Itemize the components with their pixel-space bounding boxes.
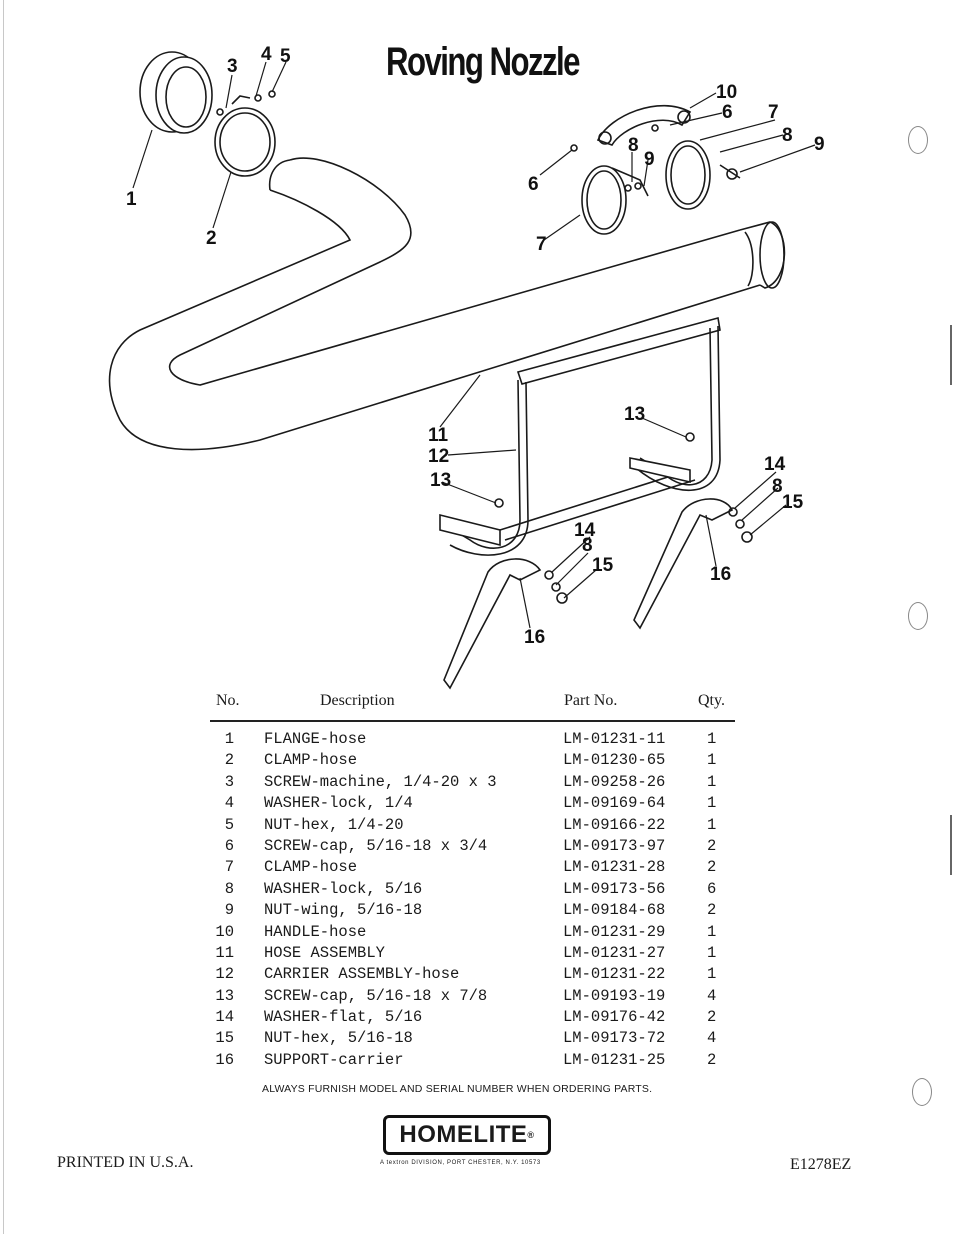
callout-9b: 9 (644, 149, 655, 170)
header-part-no: Part No. (564, 692, 618, 709)
row-part-no: LM-01231-29 (563, 922, 666, 941)
row-qty: 1 (707, 794, 717, 813)
callout-11: 11 (428, 425, 449, 446)
row-no: 8 (224, 879, 234, 898)
binder-hole-top (908, 126, 928, 154)
logo-subline: A textron DIVISION, PORT CHESTER, N.Y. 10573 (380, 1160, 541, 1166)
row-description: CARRIER ASSEMBLY-hose (264, 965, 460, 984)
row-qty: 1 (707, 751, 717, 770)
row-part-no: LM-09166-22 (563, 815, 666, 834)
table-row (210, 1051, 740, 1072)
callout-6a: 6 (722, 102, 733, 123)
row-part-no: LM-01231-25 (563, 1050, 666, 1069)
row-no: 15 (215, 1029, 234, 1048)
row-qty: 1 (707, 815, 717, 834)
row-no: 11 (215, 943, 234, 962)
callout-16a: 16 (524, 627, 546, 648)
row-description: SCREW-cap, 5/16-18 x 3/4 (264, 836, 488, 855)
row-description: HANDLE-hose (264, 922, 367, 941)
row-no: 10 (215, 922, 234, 941)
ordering-note: ALWAYS FURNISH MODEL AND SERIAL NUMBER WHEN ORDERING PARTS. (262, 1083, 653, 1095)
clamp-hose-pair-drawing (582, 141, 740, 234)
row-qty: 2 (707, 901, 717, 920)
callout-2: 2 (206, 228, 217, 249)
page-title: Roving Nozzle (386, 40, 579, 84)
row-qty: 2 (707, 1050, 717, 1069)
binder-mark-lower (950, 815, 952, 875)
row-description: CLAMP-hose (264, 751, 358, 770)
row-no: 7 (224, 858, 234, 877)
handle-hose-drawing (598, 106, 690, 145)
row-description: FLANGE-hose (264, 730, 367, 748)
row-qty: 1 (707, 943, 717, 962)
row-part-no: LM-09176-42 (563, 1008, 666, 1027)
clamp-hose-drawing (215, 91, 275, 176)
printed-in-usa: PRINTED IN U.S.A. (57, 1154, 194, 1171)
row-no: 6 (224, 836, 234, 855)
table-row (210, 773, 740, 794)
row-qty: 1 (707, 772, 717, 791)
callout-6b: 6 (528, 174, 539, 195)
hose-assembly-drawing (110, 158, 785, 449)
row-description: HOSE ASSEMBLY (264, 943, 385, 962)
table-row (210, 730, 740, 751)
table-row (210, 880, 740, 901)
homelite-logo (383, 1115, 551, 1155)
row-part-no: LM-01231-28 (563, 858, 666, 877)
row-part-no: LM-01231-22 (563, 965, 666, 984)
table-row (210, 837, 740, 858)
callout-13a: 13 (430, 470, 452, 491)
header-rule (210, 720, 735, 722)
callout-9a: 9 (814, 134, 825, 155)
row-no: 2 (224, 751, 234, 770)
row-qty: 2 (707, 858, 717, 877)
row-part-no: LM-09169-64 (563, 794, 666, 813)
header-description: Description (320, 692, 395, 709)
callout-3: 3 (227, 56, 238, 77)
callout-1: 1 (126, 189, 137, 210)
callout-8b: 8 (628, 135, 639, 156)
row-qty: 6 (707, 879, 717, 898)
table-row (210, 816, 740, 837)
row-part-no: LM-09173-72 (563, 1029, 666, 1048)
document-code: E1278EZ (790, 1156, 852, 1173)
row-qty: 2 (707, 836, 717, 855)
flange-hose-drawing (140, 52, 212, 133)
row-no: 14 (215, 1008, 234, 1027)
table-row (210, 987, 740, 1008)
callout-8d: 8 (772, 476, 783, 497)
row-no: 3 (224, 772, 234, 791)
parts-table-header (210, 690, 740, 720)
table-row (210, 1008, 740, 1029)
row-qty: 1 (707, 922, 717, 941)
row-part-no: LM-01231-27 (563, 943, 666, 962)
callout-7b: 7 (536, 234, 547, 255)
header-no: No. (216, 692, 240, 709)
row-no: 9 (224, 901, 234, 920)
callout-4: 4 (261, 44, 272, 65)
row-qty: 1 (707, 965, 717, 984)
row-part-no: LM-09258-26 (563, 772, 666, 791)
callout-12: 12 (428, 446, 450, 467)
callout-8a: 8 (782, 125, 793, 146)
row-description: SCREW-machine, 1/4-20 x 3 (264, 772, 497, 791)
row-description: CLAMP-hose (264, 858, 358, 877)
parts-table (210, 690, 740, 1069)
row-description: NUT-wing, 5/16-18 (264, 901, 423, 920)
row-qty: 4 (707, 986, 717, 1005)
row-part-no: LM-09173-97 (563, 836, 666, 855)
callout-7a: 7 (768, 102, 779, 123)
row-no: 13 (215, 986, 234, 1005)
row-qty: 1 (707, 730, 717, 748)
row-description: NUT-hex, 5/16-18 (264, 1029, 413, 1048)
table-row (210, 751, 740, 772)
table-row (210, 923, 740, 944)
row-description: SUPPORT-carrier (264, 1050, 404, 1069)
binder-hole-middle (908, 602, 928, 630)
row-no: 1 (224, 730, 234, 748)
header-qty: Qty. (698, 692, 725, 709)
row-description: WASHER-flat, 5/16 (264, 1008, 423, 1027)
table-row (210, 901, 740, 922)
callout-13b: 13 (624, 404, 646, 425)
logo-wordmark: HOMELITE (399, 1121, 528, 1148)
binder-mark-upper (950, 325, 952, 385)
row-part-no: LM-01231-11 (563, 730, 666, 748)
row-part-no: LM-09193-19 (563, 986, 666, 1005)
row-no: 12 (215, 965, 234, 984)
callout-15a: 15 (592, 555, 614, 576)
callout-5: 5 (280, 46, 291, 67)
table-row (210, 794, 740, 815)
row-qty: 4 (707, 1029, 717, 1048)
table-row (210, 965, 740, 986)
row-no: 4 (224, 794, 234, 813)
row-part-no: LM-01230-65 (563, 751, 666, 770)
callout-10: 10 (716, 82, 738, 103)
row-no: 16 (215, 1050, 234, 1069)
callout-14a: 14 (574, 520, 596, 541)
callout-14b: 14 (764, 454, 786, 475)
registered-mark: ® (527, 1130, 535, 1140)
row-no: 5 (224, 815, 234, 834)
table-row (210, 1029, 740, 1050)
binder-hole-bottom (912, 1078, 932, 1106)
row-qty: 2 (707, 1008, 717, 1027)
table-row (210, 858, 740, 879)
row-description: WASHER-lock, 5/16 (264, 879, 423, 898)
callout-8c: 8 (582, 535, 593, 556)
parts-table-body (210, 730, 740, 1072)
row-description: SCREW-cap, 5/16-18 x 7/8 (264, 986, 488, 1005)
row-description: WASHER-lock, 1/4 (264, 794, 413, 813)
table-row (210, 944, 740, 965)
callout-16b: 16 (710, 564, 732, 585)
callout-15b: 15 (782, 492, 804, 513)
row-part-no: LM-09173-56 (563, 879, 666, 898)
row-description: NUT-hex, 1/4-20 (264, 815, 404, 834)
row-part-no: LM-09184-68 (563, 901, 666, 920)
